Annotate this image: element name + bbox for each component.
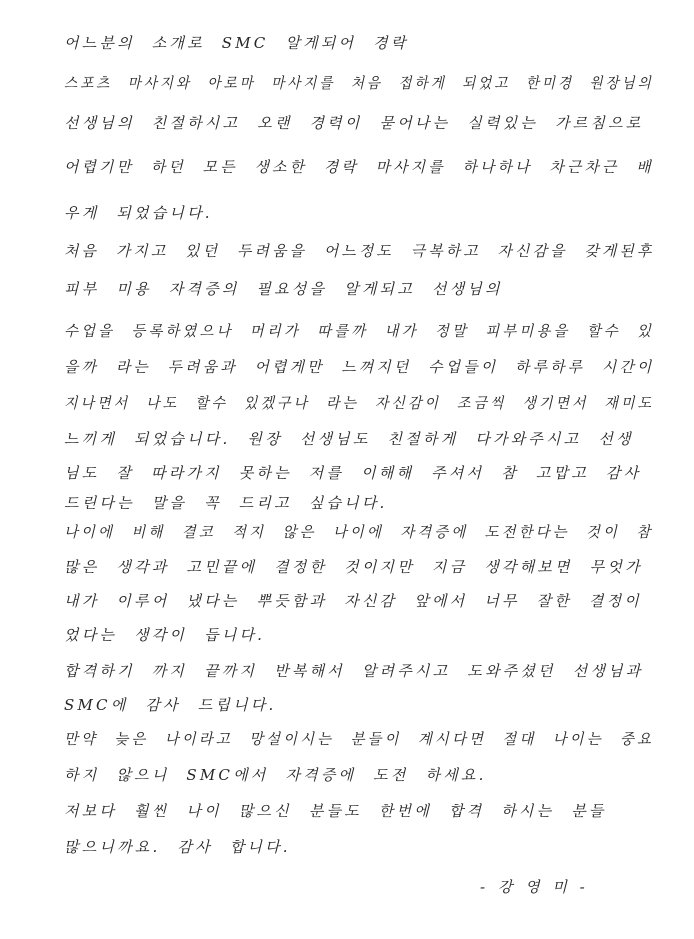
letter-line: 수업을 등록하였으나 머리가 따를까 내가 정말 피부미용을 할수 있 (64, 322, 655, 340)
letter-line: 선생님의 친절하시고 오랜 경력이 묻어나는 실력있는 가르침으로 (64, 114, 644, 132)
signature: - 강 영 미 - (480, 878, 589, 896)
letter-line: 느끼게 되었습니다. 원장 선생님도 친절하게 다가와주시고 선생 (64, 430, 634, 448)
letter-line: 저보다 훨씬 나이 많으신 분들도 한번에 합격 하시는 분들 (64, 802, 607, 820)
letter-line: 합격하기 까지 끝까지 반복해서 알려주시고 도와주셨던 선생님과 (64, 662, 644, 680)
letter-line: SMC에 감사 드립니다. (64, 696, 277, 714)
letter-line: 어느분의 소개로 SMC 알게되어 경락 (64, 34, 409, 52)
letter-line: 만약 늦은 나이라고 망설이시는 분들이 계시다면 절대 나이는 중요 (64, 730, 655, 748)
letter-line: 많은 생각과 고민끝에 결정한 것이지만 지금 생각해보면 무엇가 (64, 558, 643, 576)
letter-line: 내가 이루어 냈다는 뿌듯함과 자신감 앞에서 너무 잘한 결정이 (64, 592, 642, 610)
letter-line: 스포츠 마사지와 아로마 마사지를 처음 접하게 되었고 한미경 원장님의 (64, 74, 654, 92)
letter-line: 님도 잘 따라가지 못하는 저를 이해해 주셔서 참 고맙고 감사 (64, 464, 642, 482)
letter-line: 어렵기만 하던 모든 생소한 경락 마사지를 하나하나 차근차근 배 (64, 158, 654, 176)
letter-line: 었다는 생각이 듭니다. (64, 626, 266, 644)
letter-line: 피부 미용 자격증의 필요성을 알게되고 선생님의 (64, 280, 503, 298)
letter-line: 우게 되었습니다. (64, 204, 213, 222)
letter-line: 나이에 비해 결코 적지 않은 나이에 자격증에 도전한다는 것이 참 (64, 523, 654, 541)
letter-line: 처음 가지고 있던 두려움을 어느정도 극복하고 자신감을 갖게된후 (64, 242, 655, 260)
letter-line: 하지 않으니 SMC에서 자격증에 도전 하세요. (64, 766, 487, 784)
letter-line: 드린다는 말을 꼭 드리고 싶습니다. (64, 494, 388, 512)
letter-line: 을까 라는 두려움과 어렵게만 느껴지던 수업들이 하루하루 시간이 (64, 358, 655, 376)
letter-line: 지나면서 나도 할수 있겠구나 라는 자신감이 조금씩 생기면서 재미도 (64, 394, 655, 412)
letter-line: 많으니까요. 감사 합니다. (64, 838, 291, 856)
